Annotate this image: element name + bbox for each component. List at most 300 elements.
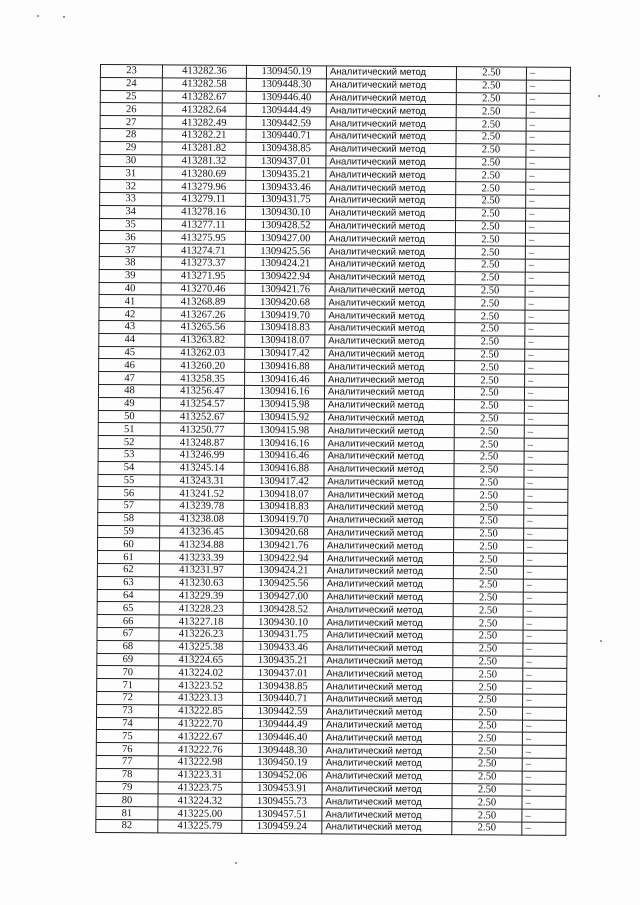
method-cell: Аналитический метод — [322, 757, 452, 771]
note-cell: – — [522, 733, 566, 746]
point-number-cell: 79 — [96, 781, 158, 794]
accuracy-cell: 2.50 — [452, 758, 522, 771]
y-coordinate-cell: 1309416.16 — [244, 436, 324, 449]
note-cell: – — [526, 118, 570, 131]
scan-speck — [37, 15, 39, 17]
note-cell: – — [526, 169, 570, 182]
note-cell: – — [523, 694, 567, 707]
point-number-cell: 29 — [100, 141, 162, 154]
y-coordinate-cell: 1309448.30 — [242, 744, 322, 757]
x-coordinate-cell: 413230.63 — [159, 577, 243, 590]
x-coordinate-cell: 413270.46 — [161, 282, 245, 295]
method-cell: Аналитический метод — [323, 642, 453, 656]
x-coordinate-cell: 413224.65 — [159, 654, 243, 667]
y-coordinate-cell: 1309424.21 — [243, 564, 323, 577]
point-number-cell: 69 — [97, 653, 159, 666]
x-coordinate-cell: 413280.69 — [162, 167, 246, 180]
x-coordinate-cell: 413248.87 — [160, 436, 244, 449]
point-number-cell: 71 — [97, 679, 159, 692]
accuracy-cell: 2.50 — [454, 399, 524, 412]
x-coordinate-cell: 413222.85 — [159, 705, 243, 718]
method-cell: Аналитический метод — [323, 578, 453, 592]
y-coordinate-cell: 1309459.24 — [242, 820, 322, 833]
method-cell: Аналитический метод — [324, 514, 454, 528]
note-cell: – — [526, 93, 570, 106]
point-number-cell: 70 — [97, 666, 159, 679]
note-cell: – — [523, 707, 567, 720]
accuracy-cell: 2.50 — [453, 655, 523, 668]
point-number-cell: 72 — [97, 692, 159, 705]
x-coordinate-cell: 413265.56 — [161, 321, 245, 334]
accuracy-cell: 2.50 — [456, 118, 526, 131]
x-coordinate-cell: 413258.35 — [161, 372, 245, 385]
point-number-cell: 28 — [100, 128, 162, 141]
method-cell: Аналитический метод — [324, 527, 454, 541]
y-coordinate-cell: 1309421.76 — [244, 539, 324, 552]
y-coordinate-cell: 1309453.91 — [242, 782, 322, 795]
accuracy-cell: 2.50 — [455, 374, 525, 387]
y-coordinate-cell: 1309442.59 — [246, 117, 326, 130]
point-number-cell: 64 — [97, 589, 159, 602]
note-cell: – — [525, 259, 569, 272]
method-cell: Аналитический метод — [325, 219, 455, 233]
y-coordinate-cell: 1309425.56 — [245, 245, 325, 258]
x-coordinate-cell: 413275.95 — [161, 231, 245, 244]
note-cell: – — [522, 784, 566, 797]
method-cell: Аналитический метод — [322, 731, 452, 745]
method-cell: Аналитический метод — [322, 744, 452, 758]
note-cell: – — [526, 80, 570, 93]
accuracy-cell: 2.50 — [454, 463, 524, 476]
x-coordinate-cell: 413223.75 — [158, 781, 242, 794]
point-number-cell: 63 — [97, 576, 159, 589]
method-cell: Аналитический метод — [323, 629, 453, 643]
note-cell: – — [525, 233, 569, 246]
x-coordinate-cell: 413223.31 — [158, 769, 242, 782]
method-cell: Аналитический метод — [326, 143, 456, 157]
method-cell: Аналитический метод — [326, 207, 456, 221]
point-number-cell: 36 — [99, 231, 161, 244]
point-number-cell: 81 — [96, 807, 158, 820]
method-cell: Аналитический метод — [323, 706, 453, 720]
method-cell: Аналитический метод — [325, 373, 455, 387]
note-cell: – — [524, 502, 568, 515]
y-coordinate-cell: 1309416.46 — [244, 449, 324, 462]
y-coordinate-cell: 1309446.40 — [246, 91, 326, 104]
x-coordinate-cell: 413225.38 — [159, 641, 243, 654]
point-number-cell: 27 — [100, 116, 162, 129]
note-cell: – — [524, 438, 568, 451]
point-number-cell: 33 — [100, 192, 162, 205]
x-coordinate-cell: 413225.79 — [158, 820, 242, 833]
method-cell: Аналитический метод — [324, 386, 454, 400]
accuracy-cell: 2.50 — [455, 361, 525, 374]
note-cell: – — [523, 566, 567, 579]
note-cell: – — [525, 297, 569, 310]
x-coordinate-cell: 413228.23 — [159, 602, 243, 615]
x-coordinate-cell: 413227.18 — [159, 615, 243, 628]
point-number-cell: 77 — [96, 756, 158, 769]
note-cell: – — [522, 822, 566, 835]
note-cell: – — [525, 310, 569, 323]
method-cell: Аналитический метод — [325, 322, 455, 336]
accuracy-cell: 2.50 — [455, 297, 525, 310]
note-cell: – — [524, 515, 568, 528]
y-coordinate-cell: 1309422.94 — [245, 270, 325, 283]
method-cell: Аналитический метод — [326, 168, 456, 182]
point-number-cell: 58 — [98, 512, 160, 525]
y-coordinate-cell: 1309442.59 — [243, 705, 323, 718]
y-coordinate-cell: 1309421.76 — [245, 283, 325, 296]
accuracy-cell: 2.50 — [456, 207, 526, 220]
method-cell: Аналитический метод — [326, 117, 456, 131]
x-coordinate-cell: 413223.52 — [159, 679, 243, 692]
x-coordinate-cell: 413231.97 — [159, 564, 243, 577]
note-cell: – — [526, 67, 570, 80]
point-number-cell: 68 — [97, 640, 159, 653]
y-coordinate-cell: 1309452.06 — [242, 769, 322, 782]
note-cell: – — [526, 105, 570, 118]
note-cell: – — [525, 336, 569, 349]
y-coordinate-cell: 1309440.71 — [246, 129, 326, 142]
point-number-cell: 60 — [98, 538, 160, 551]
method-cell: Аналитический метод — [324, 437, 454, 451]
y-coordinate-cell: 1309418.83 — [244, 500, 324, 513]
method-cell: Аналитический метод — [322, 808, 452, 822]
x-coordinate-cell: 413222.70 — [158, 718, 242, 731]
method-cell: Аналитический метод — [324, 424, 454, 438]
note-cell: – — [524, 541, 568, 554]
x-coordinate-cell: 413254.57 — [160, 398, 244, 411]
method-cell: Аналитический метод — [325, 271, 455, 285]
x-coordinate-cell: 413238.08 — [160, 513, 244, 526]
y-coordinate-cell: 1309417.42 — [244, 475, 324, 488]
y-coordinate-cell: 1309433.46 — [243, 641, 323, 654]
point-number-cell: 42 — [99, 308, 161, 321]
accuracy-cell: 2.50 — [456, 105, 526, 118]
y-coordinate-cell: 1309416.46 — [245, 373, 325, 386]
accuracy-cell: 2.50 — [456, 131, 526, 144]
point-number-cell: 23 — [100, 65, 162, 78]
accuracy-cell: 2.50 — [453, 694, 523, 707]
y-coordinate-cell: 1309444.49 — [242, 718, 322, 731]
point-number-cell: 52 — [98, 436, 160, 449]
accuracy-cell: 2.50 — [455, 246, 525, 259]
x-coordinate-cell: 413282.58 — [162, 78, 246, 91]
note-cell: – — [522, 809, 566, 822]
note-cell: – — [525, 285, 569, 298]
point-number-cell: 55 — [98, 474, 160, 487]
y-coordinate-cell: 1309425.56 — [243, 577, 323, 590]
point-number-cell: 75 — [96, 730, 158, 743]
scan-speck — [598, 95, 600, 97]
y-coordinate-cell: 1309420.68 — [245, 296, 325, 309]
y-coordinate-cell: 1309415.98 — [244, 424, 324, 437]
note-cell: – — [526, 157, 570, 170]
point-number-cell: 65 — [97, 602, 159, 615]
note-cell: – — [524, 451, 568, 464]
x-coordinate-cell: 413273.37 — [161, 257, 245, 270]
x-coordinate-cell: 413234.88 — [160, 538, 244, 551]
point-number-cell: 48 — [98, 384, 160, 397]
x-coordinate-cell: 413282.36 — [162, 65, 246, 78]
scan-speck — [63, 16, 65, 18]
x-coordinate-cell: 413226.23 — [159, 628, 243, 641]
y-coordinate-cell: 1309446.40 — [242, 731, 322, 744]
method-cell: Аналитический метод — [323, 591, 453, 605]
note-cell: – — [524, 413, 568, 426]
method-cell: Аналитический метод — [326, 104, 456, 118]
method-cell: Аналитический метод — [323, 680, 453, 694]
y-coordinate-cell: 1309416.16 — [244, 385, 324, 398]
y-coordinate-cell: 1309418.83 — [245, 321, 325, 334]
method-cell: Аналитический метод — [325, 296, 455, 310]
x-coordinate-cell: 413282.21 — [162, 129, 246, 142]
method-cell: Аналитический метод — [326, 79, 456, 93]
y-coordinate-cell: 1309419.70 — [244, 513, 324, 526]
accuracy-cell: 2.50 — [452, 732, 522, 745]
y-coordinate-cell: 1309431.75 — [243, 628, 323, 641]
note-cell: – — [523, 643, 567, 656]
point-number-cell: 53 — [98, 448, 160, 461]
note-cell: – — [524, 387, 568, 400]
method-cell: Аналитический метод — [323, 552, 453, 566]
method-cell: Аналитический метод — [325, 283, 455, 297]
accuracy-cell: 2.50 — [455, 284, 525, 297]
point-number-cell: 51 — [98, 423, 160, 436]
method-cell: Аналитический метод — [323, 616, 453, 630]
method-cell: Аналитический метод — [325, 245, 455, 259]
accuracy-cell: 2.50 — [453, 643, 523, 656]
point-number-cell: 35 — [99, 218, 161, 231]
accuracy-cell: 2.50 — [456, 169, 526, 182]
note-cell: – — [524, 489, 568, 502]
note-cell: – — [526, 195, 570, 208]
method-cell: Аналитический метод — [322, 795, 452, 809]
note-cell: – — [525, 221, 569, 234]
accuracy-cell: 2.50 — [454, 527, 524, 540]
method-cell: Аналитический метод — [324, 488, 454, 502]
accuracy-cell: 2.50 — [453, 617, 523, 630]
accuracy-cell: 2.50 — [456, 67, 526, 80]
accuracy-cell: 2.50 — [454, 451, 524, 464]
point-number-cell: 38 — [99, 256, 161, 269]
method-cell: Аналитический метод — [325, 232, 455, 246]
note-cell: – — [524, 477, 568, 490]
x-coordinate-cell: 413252.67 — [160, 410, 244, 423]
point-number-cell: 26 — [100, 103, 162, 116]
point-number-cell: 45 — [99, 346, 161, 359]
note-cell: – — [524, 464, 568, 477]
accuracy-cell: 2.50 — [454, 438, 524, 451]
point-number-cell: 34 — [100, 205, 162, 218]
accuracy-cell: 2.50 — [454, 502, 524, 515]
x-coordinate-cell: 413222.76 — [158, 743, 242, 756]
method-cell: Аналитический метод — [324, 463, 454, 477]
point-number-cell: 49 — [98, 397, 160, 410]
x-coordinate-cell: 413260.20 — [161, 359, 245, 372]
x-coordinate-cell: 413224.32 — [158, 794, 242, 807]
y-coordinate-cell: 1309457.51 — [242, 808, 322, 821]
point-number-cell: 40 — [99, 282, 161, 295]
x-coordinate-cell: 413229.39 — [159, 590, 243, 603]
x-coordinate-cell: 413282.49 — [162, 116, 246, 129]
note-cell: – — [523, 553, 567, 566]
coordinates-table-body — [96, 65, 571, 836]
note-cell: – — [523, 617, 567, 630]
method-cell: Аналитический метод — [324, 475, 454, 489]
method-cell: Аналитический метод — [324, 539, 454, 553]
y-coordinate-cell: 1309438.85 — [246, 142, 326, 155]
x-coordinate-cell: 413223.13 — [159, 692, 243, 705]
y-coordinate-cell: 1309444.49 — [246, 104, 326, 117]
accuracy-cell: 2.50 — [455, 335, 525, 348]
x-coordinate-cell: 413279.11 — [162, 193, 246, 206]
note-cell: – — [524, 528, 568, 541]
y-coordinate-cell: 1309431.75 — [246, 193, 326, 206]
accuracy-cell: 2.50 — [454, 412, 524, 425]
x-coordinate-cell: 413245.14 — [160, 462, 244, 475]
y-coordinate-cell: 1309418.07 — [244, 488, 324, 501]
method-cell: Аналитический метод — [324, 501, 454, 515]
point-number-cell: 66 — [97, 615, 159, 628]
accuracy-cell: 2.50 — [454, 425, 524, 438]
x-coordinate-cell: 413282.67 — [162, 90, 246, 103]
method-cell: Аналитический метод — [323, 655, 453, 669]
note-cell: – — [523, 592, 567, 605]
method-cell: Аналитический метод — [324, 399, 454, 413]
accuracy-cell: 2.50 — [454, 476, 524, 489]
y-coordinate-cell: 1309418.07 — [245, 334, 325, 347]
note-cell: – — [522, 720, 566, 733]
point-number-cell: 41 — [99, 295, 161, 308]
note-cell: – — [523, 579, 567, 592]
point-number-cell: 43 — [99, 320, 161, 333]
note-cell: – — [525, 374, 569, 387]
accuracy-cell: 2.50 — [453, 668, 523, 681]
note-cell: – — [522, 758, 566, 771]
y-coordinate-cell: 1309417.42 — [245, 347, 325, 360]
y-coordinate-cell: 1309416.88 — [244, 462, 324, 475]
method-cell: Аналитический метод — [322, 719, 452, 733]
x-coordinate-cell: 413267.26 — [161, 308, 245, 321]
method-cell: Аналитический метод — [323, 603, 453, 617]
note-cell: – — [525, 272, 569, 285]
accuracy-cell: 2.50 — [452, 770, 522, 783]
y-coordinate-cell: 1309430.10 — [246, 206, 326, 219]
point-number-cell: 76 — [96, 743, 158, 756]
point-number-cell: 25 — [100, 90, 162, 103]
accuracy-cell: 2.50 — [452, 719, 522, 732]
method-cell: Аналитический метод — [323, 667, 453, 681]
accuracy-cell: 2.50 — [453, 566, 523, 579]
accuracy-cell: 2.50 — [456, 143, 526, 156]
point-number-cell: 67 — [97, 628, 159, 641]
method-cell: Аналитический метод — [323, 565, 453, 579]
x-coordinate-cell: 413250.77 — [160, 423, 244, 436]
accuracy-cell: 2.50 — [455, 348, 525, 361]
accuracy-cell: 2.50 — [455, 310, 525, 323]
method-cell: Аналитический метод — [322, 770, 452, 784]
x-coordinate-cell: 413222.98 — [158, 756, 242, 769]
point-number-cell: 54 — [98, 461, 160, 474]
y-coordinate-cell: 1309440.71 — [243, 692, 323, 705]
y-coordinate-cell: 1309428.52 — [245, 219, 325, 232]
y-coordinate-cell: 1309433.46 — [246, 181, 326, 194]
method-cell: Аналитический метод — [326, 155, 456, 169]
point-number-cell: 31 — [100, 167, 162, 180]
x-coordinate-cell: 413281.32 — [162, 154, 246, 167]
point-number-cell: 47 — [99, 372, 161, 385]
accuracy-cell: 2.50 — [452, 796, 522, 809]
note-cell: – — [525, 349, 569, 362]
x-coordinate-cell: 413262.03 — [161, 346, 245, 359]
point-number-cell: 46 — [99, 359, 161, 372]
accuracy-cell: 2.50 — [455, 259, 525, 272]
point-number-cell: 50 — [98, 410, 160, 423]
note-cell: – — [523, 605, 567, 618]
scan-speck — [235, 862, 237, 864]
x-coordinate-cell: 413279.96 — [162, 180, 246, 193]
accuracy-cell: 2.50 — [454, 489, 524, 502]
point-number-cell: 57 — [98, 500, 160, 513]
method-cell: Аналитический метод — [325, 347, 455, 361]
y-coordinate-cell: 1309435.21 — [246, 168, 326, 181]
y-coordinate-cell: 1309422.94 — [243, 552, 323, 565]
x-coordinate-cell: 413239.78 — [160, 500, 244, 513]
method-cell: Аналитический метод — [326, 181, 456, 195]
x-coordinate-cell: 413277.11 — [161, 218, 245, 231]
method-cell: Аналитический метод — [322, 821, 452, 835]
x-coordinate-cell: 413271.95 — [161, 270, 245, 283]
coordinates-table — [95, 64, 571, 836]
method-cell: Аналитический метод — [325, 258, 455, 272]
note-cell: – — [524, 425, 568, 438]
x-coordinate-cell: 413263.82 — [161, 334, 245, 347]
note-cell: – — [525, 323, 569, 336]
accuracy-cell: 2.50 — [456, 195, 526, 208]
accuracy-cell: 2.50 — [453, 681, 523, 694]
accuracy-cell: 2.50 — [452, 745, 522, 758]
y-coordinate-cell: 1309450.19 — [242, 756, 322, 769]
note-cell: – — [524, 400, 568, 413]
method-cell: Аналитический метод — [326, 91, 456, 105]
accuracy-cell: 2.50 — [456, 79, 526, 92]
method-cell: Аналитический метод — [324, 411, 454, 425]
y-coordinate-cell: 1309427.00 — [243, 590, 323, 603]
y-coordinate-cell: 1309416.88 — [245, 360, 325, 373]
x-coordinate-cell: 413256.47 — [160, 385, 244, 398]
y-coordinate-cell: 1309419.70 — [245, 309, 325, 322]
method-cell: Аналитический метод — [323, 693, 453, 707]
method-cell: Аналитический метод — [326, 66, 456, 80]
note-cell: – — [526, 144, 570, 157]
point-number-cell: 44 — [99, 333, 161, 346]
table-row — [96, 820, 566, 836]
accuracy-cell: 2.50 — [452, 783, 522, 796]
method-cell: Аналитический метод — [325, 309, 455, 323]
point-number-cell: 24 — [100, 77, 162, 90]
accuracy-cell: 2.50 — [456, 92, 526, 105]
x-coordinate-cell: 413236.45 — [160, 526, 244, 539]
y-coordinate-cell: 1309428.52 — [243, 603, 323, 616]
accuracy-cell: 2.50 — [453, 553, 523, 566]
y-coordinate-cell: 1309437.01 — [246, 155, 326, 168]
method-cell: Аналитический метод — [326, 194, 456, 208]
point-number-cell: 78 — [96, 768, 158, 781]
y-coordinate-cell: 1309427.00 — [245, 232, 325, 245]
x-coordinate-cell: 413281.82 — [162, 142, 246, 155]
